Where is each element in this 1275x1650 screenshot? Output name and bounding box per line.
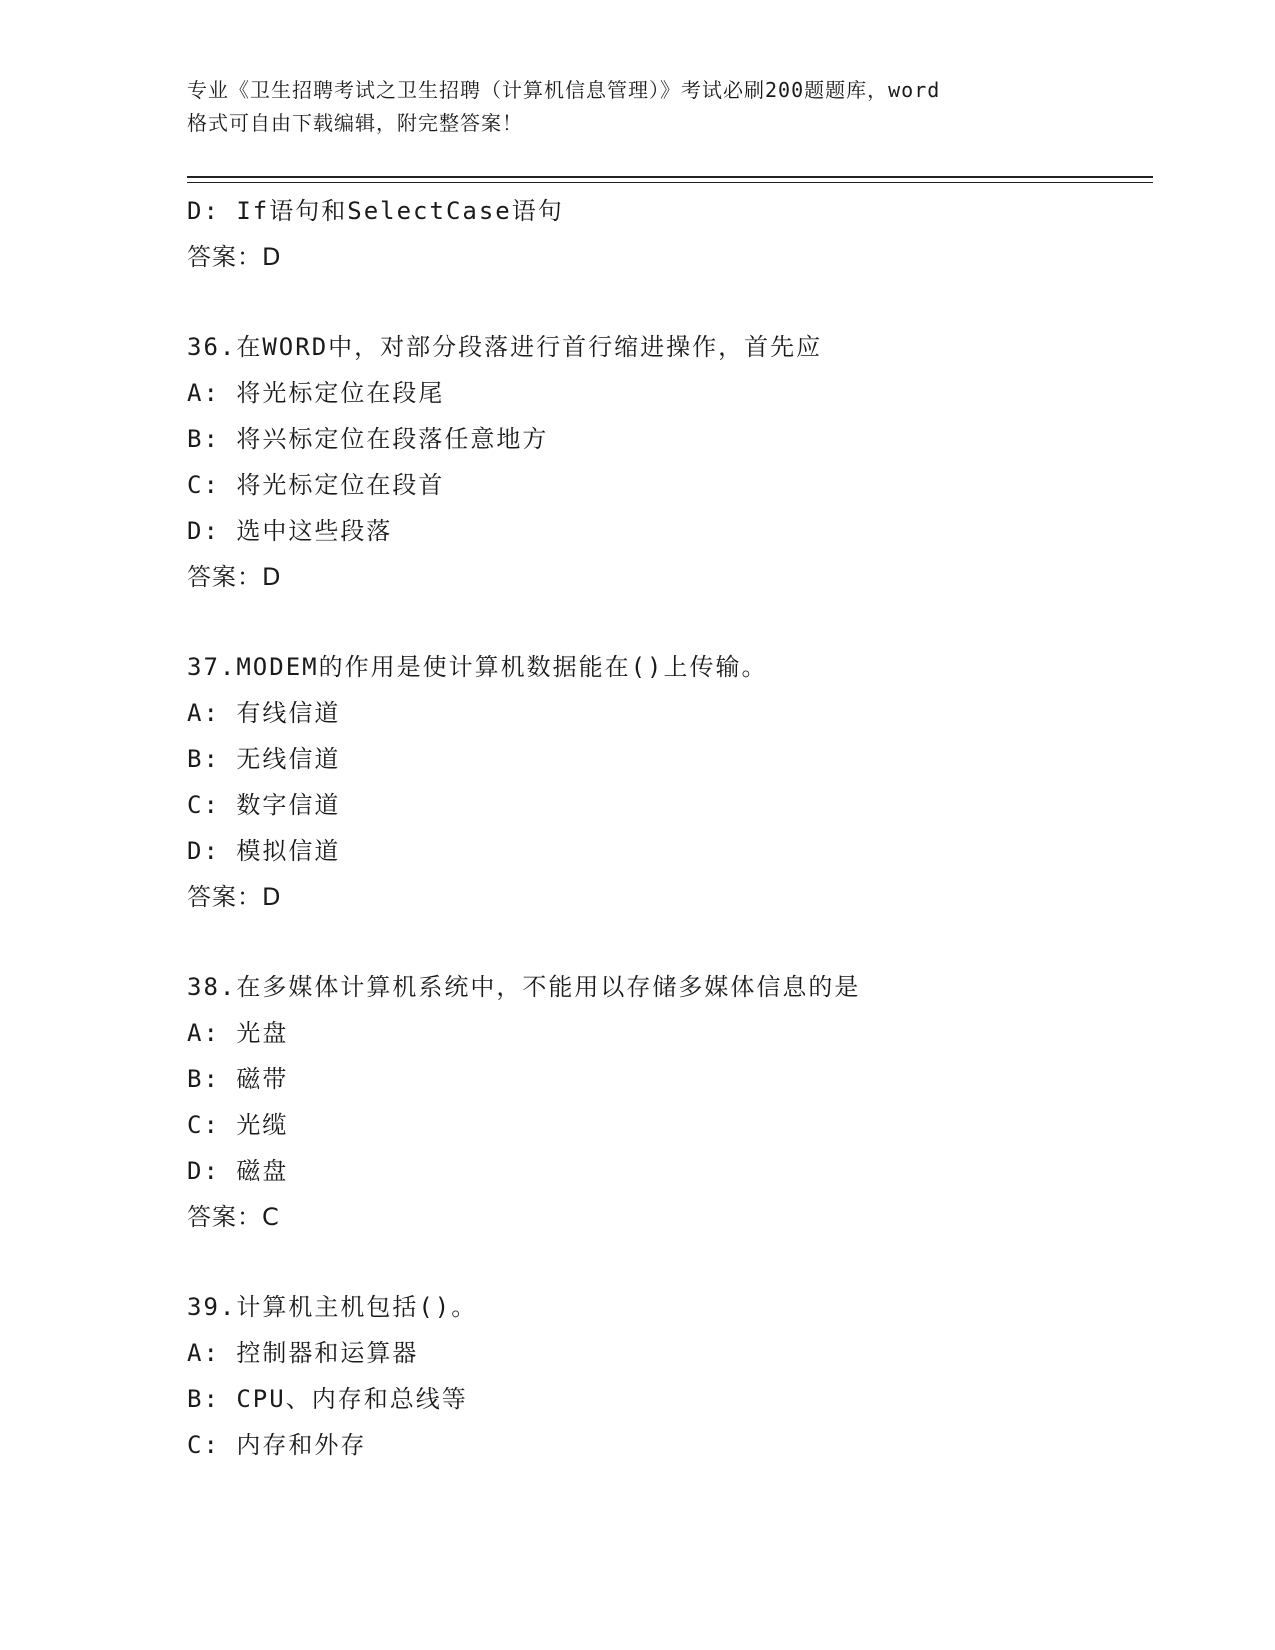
answer-line: 答案：C — [187, 1203, 280, 1231]
option-a: A: 有线信道 — [187, 699, 341, 727]
header-divider-thin — [187, 182, 1153, 183]
option-d: D: If语句和SelectCase语句 — [187, 197, 564, 225]
document-page — [187, 0, 1157, 1650]
option-b: B: CPU、内存和总线等 — [187, 1385, 468, 1413]
answer-line: 答案：D — [187, 883, 282, 911]
question-list — [187, 188, 1147, 1468]
option-b: B: 磁带 — [187, 1065, 289, 1093]
option-b: B: 无线信道 — [187, 745, 341, 773]
question-39 — [187, 1284, 1147, 1468]
option-b: B: 将兴标定位在段落任意地方 — [187, 425, 549, 453]
option-a: A: 控制器和运算器 — [187, 1339, 419, 1367]
option-c: C: 光缆 — [187, 1111, 289, 1139]
header-line-1: 专业《卫生招聘考试之卫生招聘（计算机信息管理）》考试必刷200题题库，word — [187, 78, 941, 102]
question-36 — [187, 324, 1147, 600]
header-line-2: 格式可自由下载编辑，附完整答案！ — [187, 111, 523, 135]
question-title: 37.MODEM的作用是使计算机数据能在()上传输。 — [187, 653, 768, 681]
question-title: 39.计算机主机包括()。 — [187, 1293, 478, 1321]
question-title: 38.在多媒体计算机系统中，不能用以存储多媒体信息的是 — [187, 973, 861, 1001]
answer-line: 答案：D — [187, 243, 282, 271]
question-title: 36.在WORD中，对部分段落进行首行缩进操作，首先应 — [187, 333, 823, 361]
option-a: A: 将光标定位在段尾 — [187, 379, 445, 407]
answer-line: 答案：D — [187, 563, 282, 591]
question-37 — [187, 644, 1147, 920]
question-38 — [187, 964, 1147, 1240]
option-a: A: 光盘 — [187, 1019, 289, 1047]
option-c: C: 数字信道 — [187, 791, 341, 819]
header-divider-thick — [187, 176, 1153, 178]
option-c: C: 将光标定位在段首 — [187, 471, 445, 499]
document-header — [187, 74, 1087, 140]
option-c: C: 内存和外存 — [187, 1431, 367, 1459]
option-d: D: 模拟信道 — [187, 837, 341, 865]
option-d: D: 磁盘 — [187, 1157, 289, 1185]
option-d: D: 选中这些段落 — [187, 517, 393, 545]
